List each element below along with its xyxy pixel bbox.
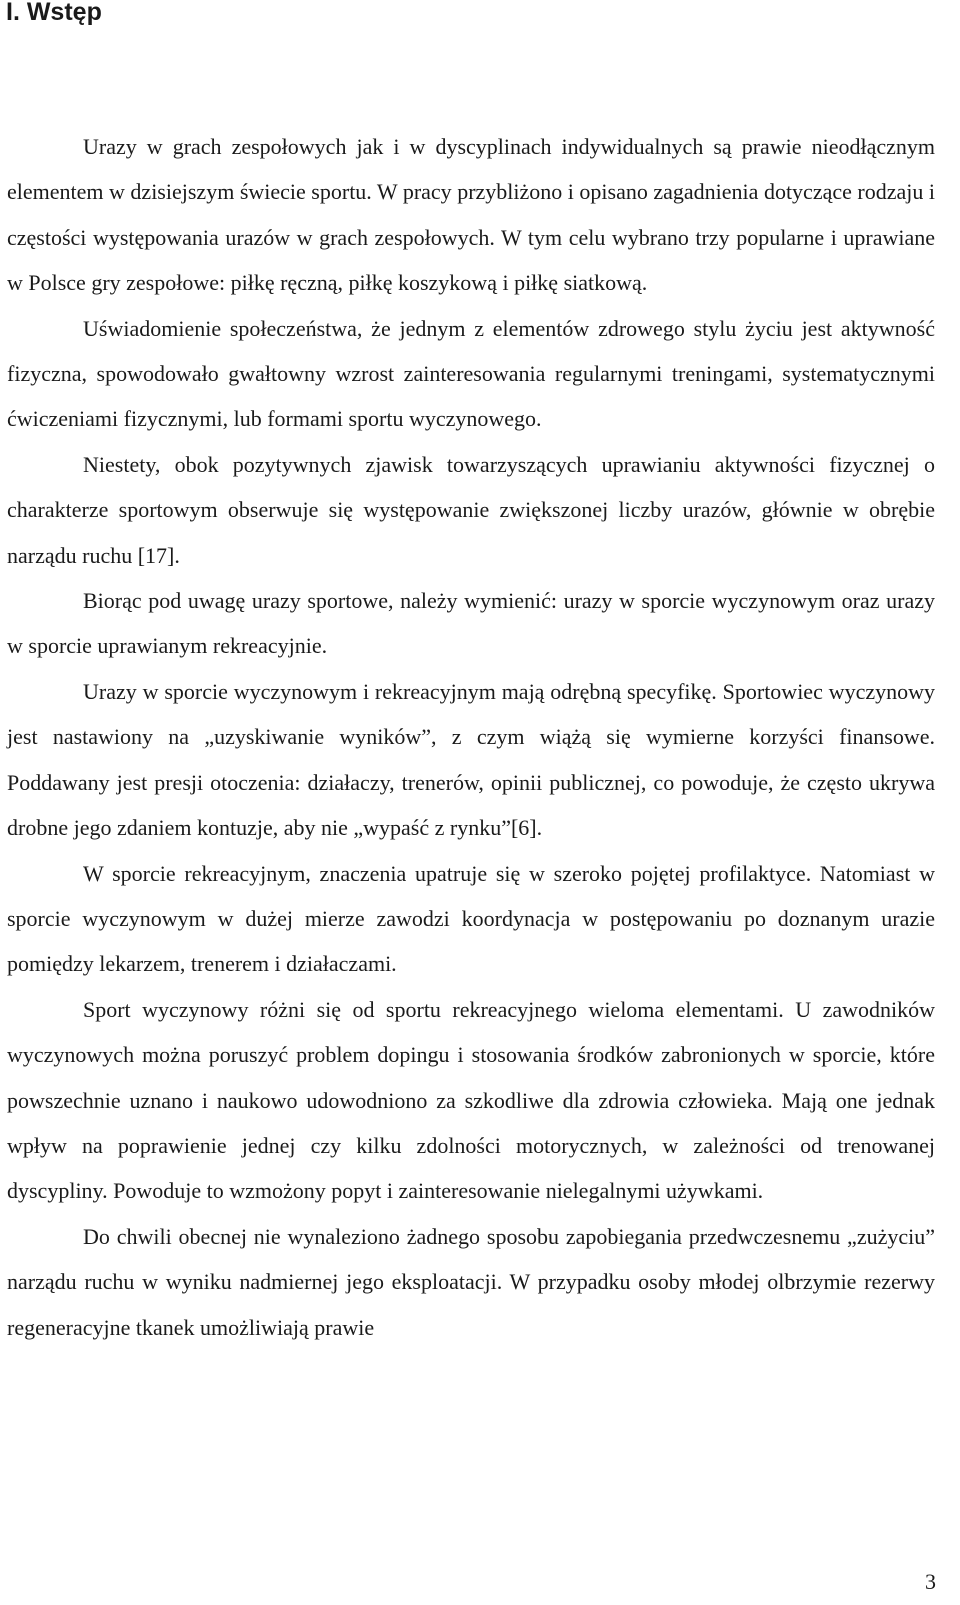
paragraph: Sport wyczynowy różni się od sportu rekreacyjnego wieloma elementami. U zawodników wyczynowych można poruszyć problem dopingu i stosowania środków zabronionych w sporcie, które powszechnie uznano i naukowo udowodniono za szkodliwe dla zdrowia człowieka. Mają one jednak wpływ na poprawienie jednej czy kilku zdolności motorycznych, w zależności od trenowanej dyscypliny. Powoduje to wzmożony popyt i zainteresowanie nielegalnymi używkami. [7,996,935,1204]
paragraph: Do chwili obecnej nie wynaleziono żadnego sposobu zapobiegania przedwczesnemu „zużyciu” narządu ruchu w wyniku nadmiernej jego eksploatacji. W przypadku osoby młodej olbrzymie rezerwy regeneracyjne tkanek umożliwiają prawie [7,1223,935,1340]
paragraph: Urazy w grach zespołowych jak i w dyscyplinach indywidualnych są prawie nieodłącznym elementem w dzisiejszym świecie sportu. W pracy przybliżono i opisano zagadnienia dotyczące rodzaju i częstości występowania urazów w grach zespołowych. W tym celu wybrano trzy popularne i uprawiane w Polsce gry zespołowe: piłkę ręczną, piłkę koszykową i piłkę siatkową. [7,134,935,296]
paragraph: W sporcie rekreacyjnym, znaczenia upatruje się w szeroko pojętej profilaktyce. Natomiast w sporcie wyczynowym w dużej mierze zawodzi koordynacja w postępowaniu po doznanym urazie pomiędzy lekarzem, trenerem i działaczami. [7,860,935,977]
paragraph: Urazy w sporcie wyczynowym i rekreacyjnym mają odrębną specyfikę. Sportowiec wyczynowy jest nastawiony na „uzyskiwanie wyników”, z czym wiążą się wymierne korzyści finansowe. Poddawany jest presji otoczenia: działaczy, trenerów, opinii publicznej, co powoduje, że często ukrywa drobne jego zdaniem kontuzje, aby nie „wypaść z rynku”[6]. [7,678,935,841]
paragraph: Niestety, obok pozytywnych zjawisk towarzyszących uprawianiu aktywności fizycznej o charakterze sportowym obserwuje się występowanie zwiększonej liczby urazów, głównie w obrębie narządu ruchu [17]. [7,451,935,568]
section-heading: I. Wstęp [6,0,102,26]
paragraph: Uświadomienie społeczeństwa, że jednym z elementów zdrowego stylu życiu jest aktywność fizyczna, spowodowało gwałtowny wzrost zainteresowania regularnymi treningami, systematycznymi ćwiczeniami fizycznymi, lub formami sportu wyczynowego. [7,315,935,432]
body-text [7,124,935,1350]
page-number: 3 [925,1569,936,1594]
paragraph: Biorąc pod uwagę urazy sportowe, należy wymienić: urazy w sporcie wyczynowym oraz urazy w sporcie uprawianym rekreacyjnie. [7,588,935,659]
